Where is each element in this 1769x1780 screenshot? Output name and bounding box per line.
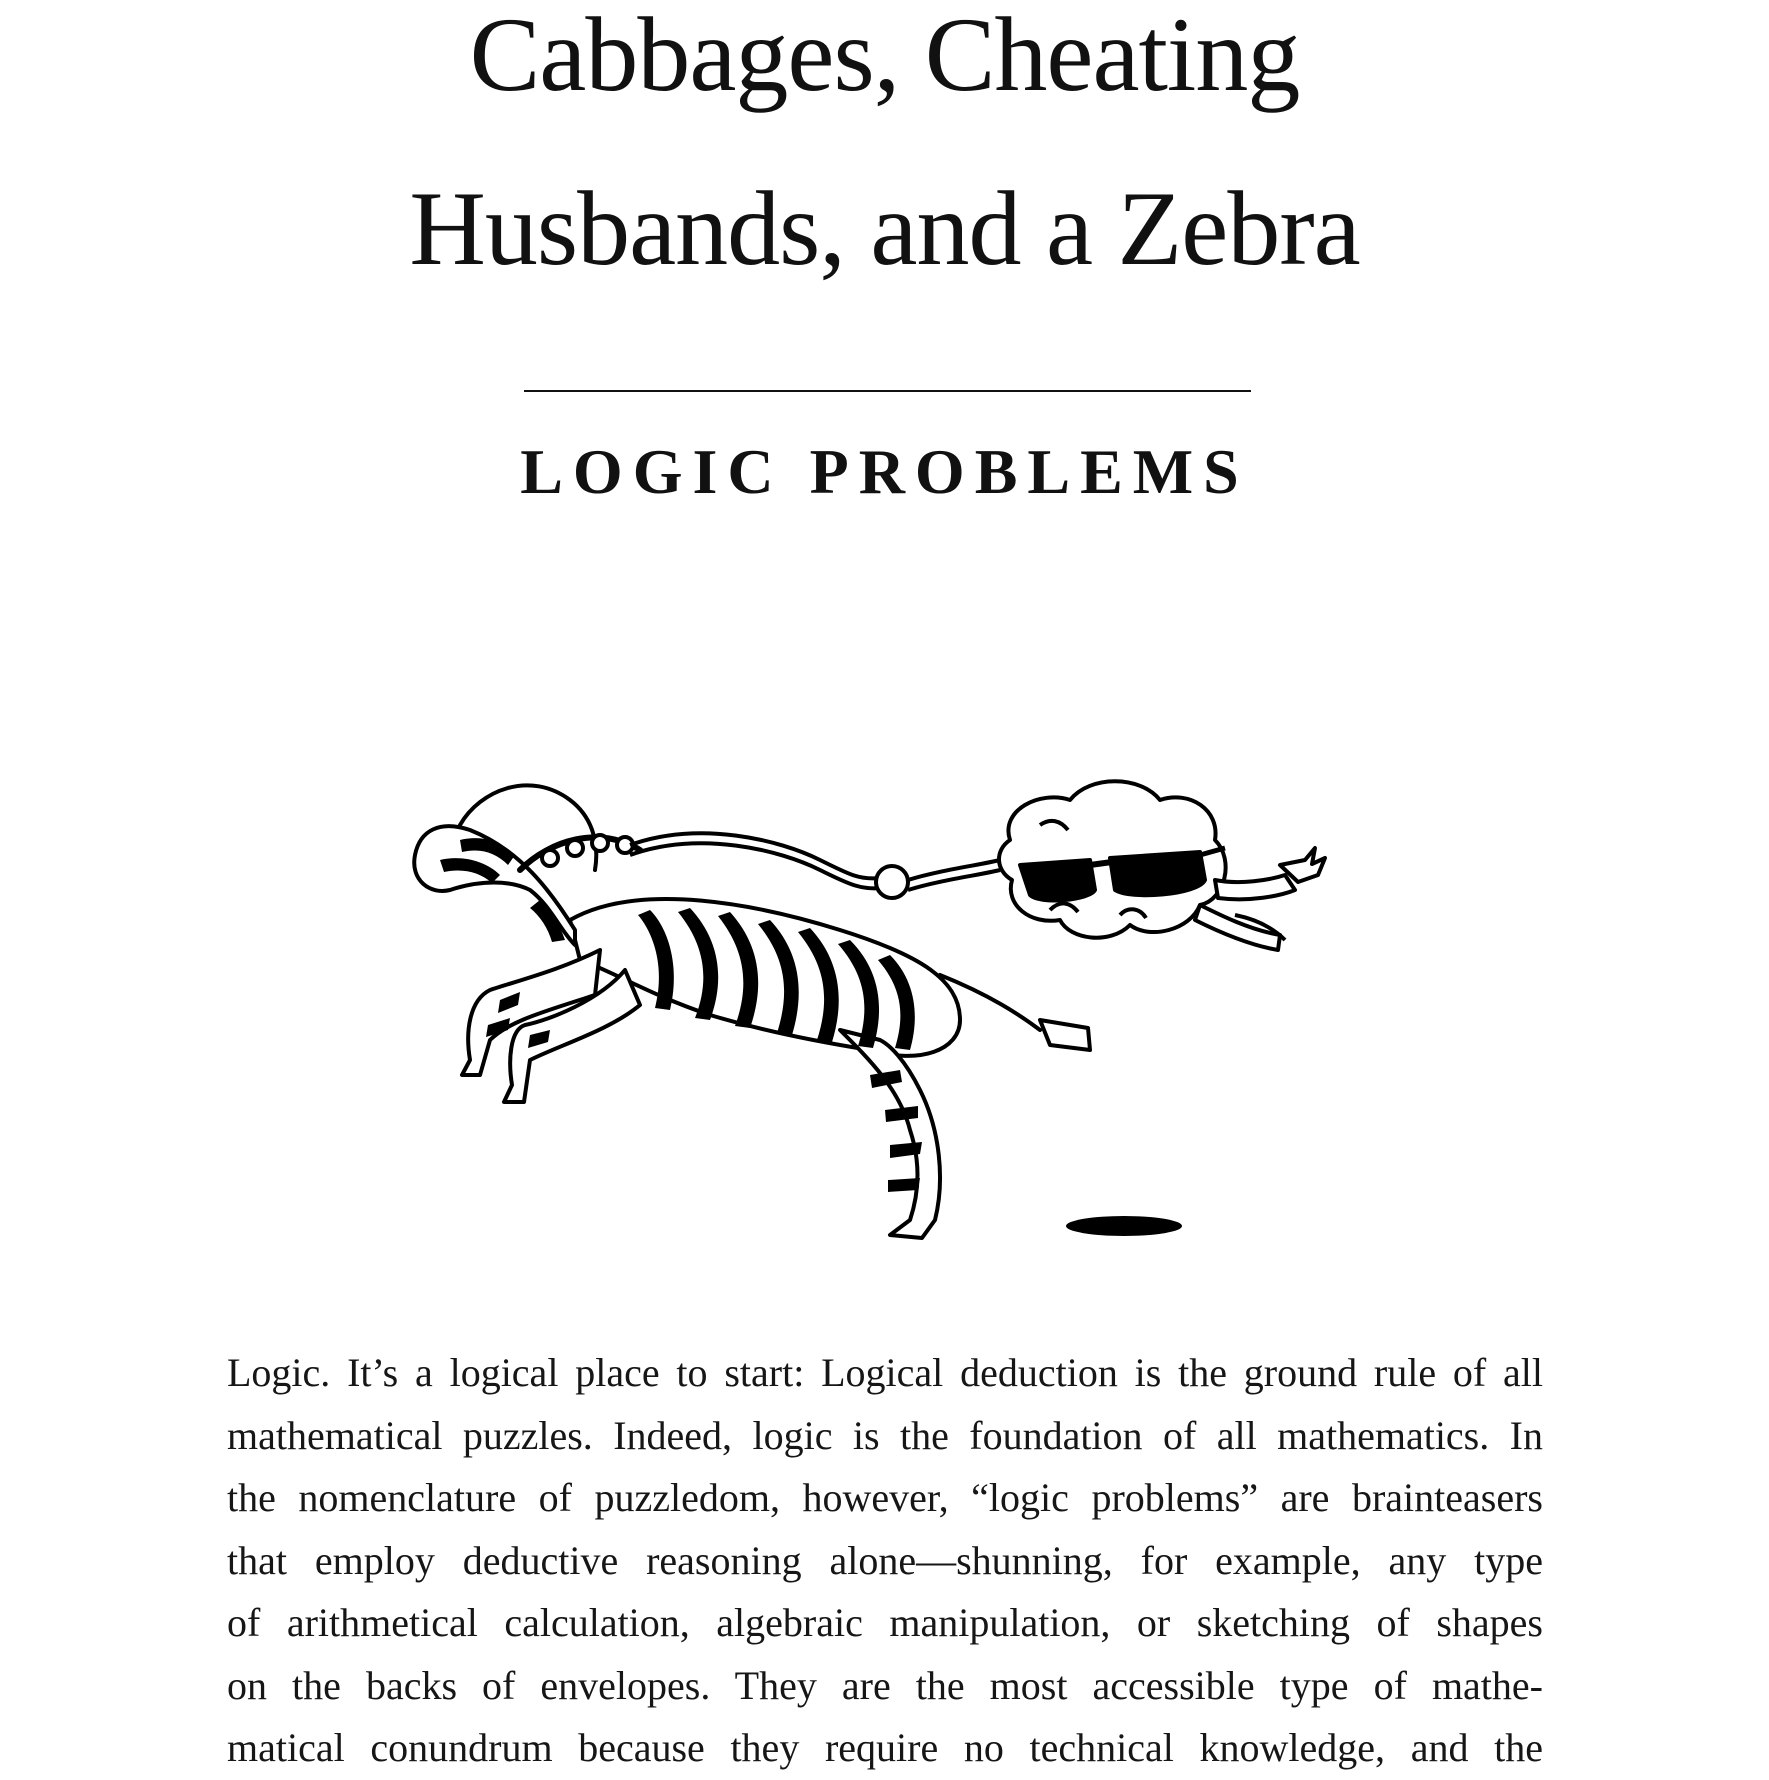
body-line: of arithmetical calculation, algebraic manipulation, or sketching of shapes [227,1600,1543,1645]
body-line: on the backs of envelopes. They are the most accessible type of mathe- [227,1662,1543,1708]
chapter-title-line-1: Cabbages, Cheating [469,0,1300,113]
chapter-subtitle: LOGIC PROBLEMS [520,436,1249,507]
brain-icon [999,781,1325,950]
body-line: mathematical puzzles. Indeed, logic is the foundation of all mathematics. In [227,1412,1543,1458]
body-line: Logic. It’s a logical place to start: Logical deduction is the ground rule of all [227,1350,1543,1395]
chapter-title-line-2: Husbands, and a Zebra [409,170,1360,287]
zebra-brain-illustration-icon [400,730,1460,1265]
body-paragraph [227,1342,1543,1780]
title-divider [524,390,1251,392]
body-line: the nomenclature of puzzledom, however, “logic problems” are brainteasers [227,1475,1543,1520]
body-line: matical conundrum because they require no technical knowledge, and the [227,1725,1543,1770]
body-line: that employ deductive reasoning alone—shunning, for example, any type [227,1537,1543,1583]
